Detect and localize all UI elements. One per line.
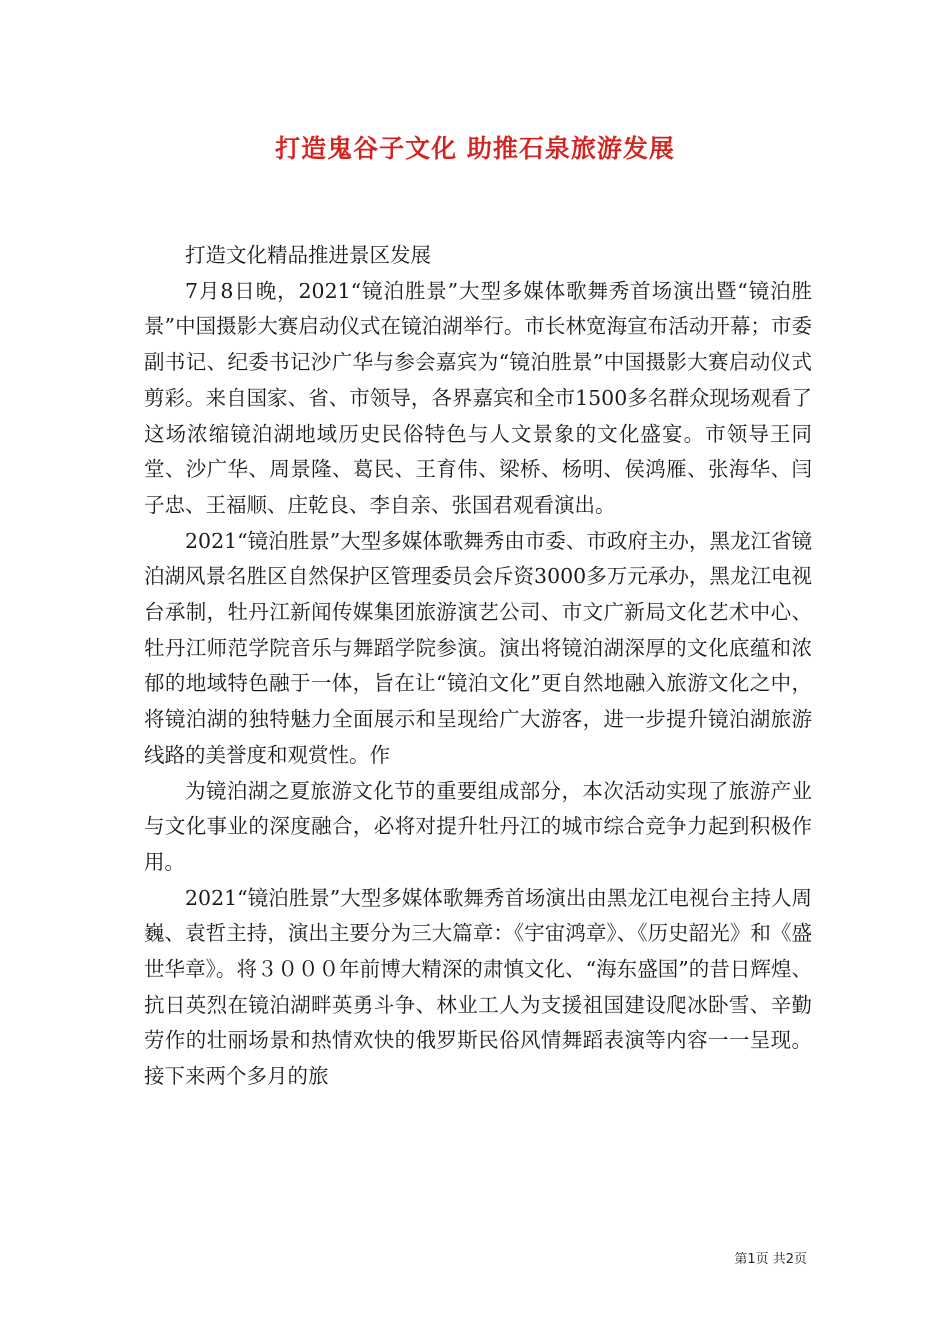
paragraph-4: 2021“镜泊胜景”大型多媒体歌舞秀首场演出由黑龙江电视台主持人周巍、袁哲主持，演出主要分为三大篇章：《宇宙鸿章》、《历史韶光》和《盛世华章》。将３０００年前博大精深的肃慎文化、“海东盛国”的昔日辉煌、抗日英烈在镜泊湖畔英勇斗争、林业工人为支援祖国建设爬冰卧雪、辛勤劳作的壮丽场景和热情欢快的俄罗斯民俗风情舞蹈表演等内容一一呈现。接下来两个多月的旅 <box>144 885 812 1089</box>
document-title: 打造鬼谷子文化 助推石泉旅游发展 <box>275 134 675 163</box>
paragraph-3: 为镜泊湖之夏旅游文化节的重要组成部分，本次活动实现了旅游产业与文化事业的深度融合，必将对提升牡丹江的城市综合竞争力起到积极作用。 <box>144 778 812 874</box>
document-body <box>144 238 812 1095</box>
paragraph-2: 2021“镜泊胜景”大型多媒体歌舞秀由市委、市政府主办，黑龙江省镜泊湖风景名胜区自然保护区管理委员会斥资3000多万元承办，黑龙江电视台承制，牡丹江新闻传媒集团旅游演艺公司、市文广新局文化艺术中心、牡丹江师范学院音乐与舞蹈学院参演。演出将镜泊湖深厚的文化底蕴和浓郁的地域特色融于一体，旨在让“镜泊文化”更自然地融入旅游文化之中，将镜泊湖的独特魅力全面展示和呈现给广大游客，进一步提升镜泊湖旅游线路的美誉度和观赏性。作 <box>144 528 812 767</box>
paragraph-1: 7月8日晚，2021“镜泊胜景”大型多媒体歌舞秀首场演出暨“镜泊胜景”中国摄影大赛启动仪式在镜泊湖举行。市长林宽海宣布活动开幕；市委副书记、纪委书记沙广华与参会嘉宾为“镜泊胜景”中国摄影大赛启动仪式剪彩。来自国家、省、市领导，各界嘉宾和全市1500多名群众现场观看了这场浓缩镜泊湖地域历史民俗特色与人文景象的文化盛宴。市领导王同堂、沙广华、周景隆、葛民、王育伟、梁桥、杨明、侯鸿雁、张海华、闫子忠、王福顺、庄乾良、李自亲、张国君观看演出。 <box>144 278 812 517</box>
page-number: 第1页 共2页 <box>734 1252 807 1267</box>
section-subheading: 打造文化精品推进景区发展 <box>185 243 431 267</box>
